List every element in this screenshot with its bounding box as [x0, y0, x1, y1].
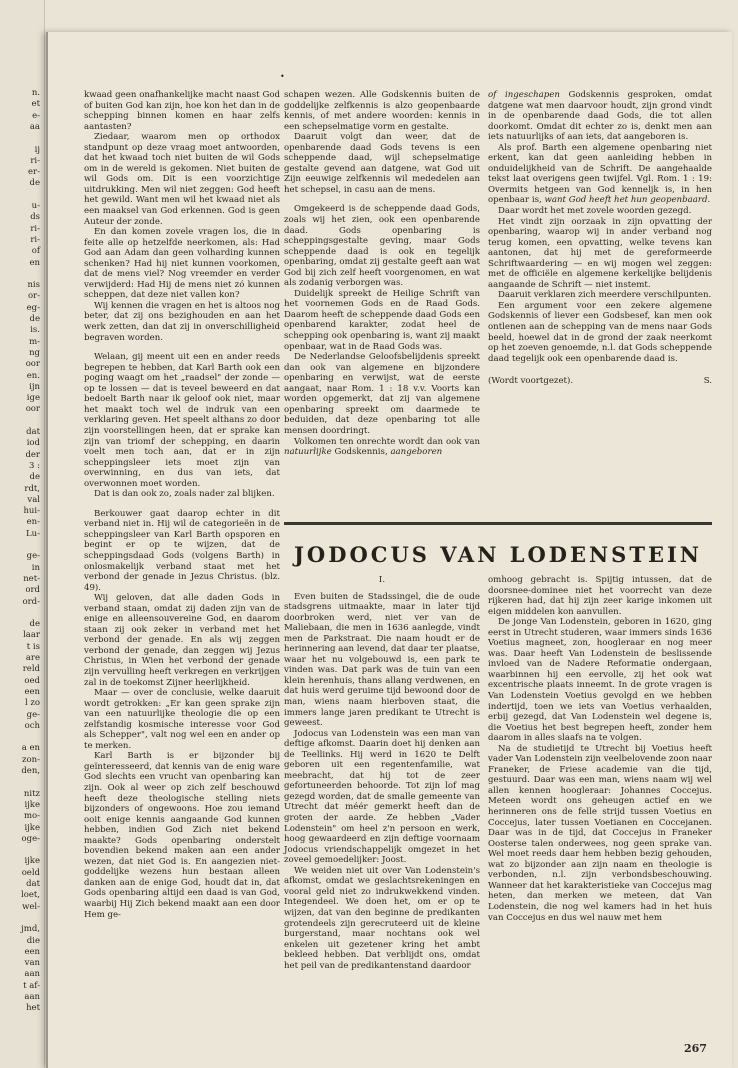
- col3-lead-rest: Godskennis gesproken, omdat datgene wat men daarvoor houdt, zijn grond vindt in de openbarende daad Gods, die tot allen doorkomt. Omdat dit echter zo is, denkt men aan iets natuurlijks of aan iets, dat aangeboren is.: [488, 90, 712, 143]
- tail-mid: Godskennis,: [334, 447, 388, 458]
- strip-fragment: der: [25, 449, 40, 460]
- article1-col2-tail: [284, 437, 480, 458]
- strip-fragment: zon-: [22, 754, 40, 765]
- col3-italic-end: want God heeft het hun geopenbaard.: [544, 195, 711, 206]
- strip-fragment: een: [24, 946, 40, 957]
- paragraph: Daaruit volgt dan weer, dat de openbarende daad Gods tevens is een scheppende daad, wijl schepselmatige gestalte gevend aan datgene, wat God uit Zijn eeuwige zelfkennis wil mededelen aan het schepsel, in casu aan de mens.: [284, 132, 480, 195]
- strip-fragment: hui-: [23, 506, 40, 517]
- col3-lead-italic: of ingeschapen: [488, 90, 560, 100]
- article1-column-3: [488, 90, 712, 387]
- strip-fragment: oed: [24, 675, 40, 686]
- strip-fragment: van: [24, 958, 40, 969]
- strip-fragment: nis: [27, 280, 40, 291]
- strip-fragment: jmd,: [21, 924, 40, 935]
- strip-fragment: is.: [30, 325, 40, 336]
- strip-fragment: oeld: [21, 867, 40, 878]
- strip-fragment: ijke: [24, 799, 40, 810]
- strip-fragment: er-: [28, 167, 40, 178]
- tail-italic-2: aangeboren: [390, 447, 443, 458]
- article2-title: JODOCUS VAN LODENSTEIN: [294, 542, 702, 567]
- strip-fragment: ge-: [26, 709, 40, 720]
- paragraph: Even buiten de Stadssingel, die de oude stadsgrens uitmaakte, maar in later tijd doorbroken werd, niet ver van de Maliebaan, die men in 1636 aanlegde, vindt men de Parkstraat. Die naam houdt er de herinnering aan levend, dat daar ter plaatse, waar het nu volgebouwd is, een park te vinden was. Dat park was de tuin van een klein herenhuis, thans allang verdwenen, en dat huis werd geruime tijd bewoond door de man, wiens naam hierboven staat, die immers lange jaren predikant te Utrecht is geweest.: [284, 591, 480, 729]
- strip-fragment: ij: [34, 144, 40, 155]
- adjacent-page-strip: [0, 0, 45, 1068]
- strip-fragment: n.: [31, 88, 40, 98]
- strip-fragment: en.: [26, 370, 40, 381]
- paragraph: Een argument voor een zekere algemene Godskennis of liever een Godsbesef, kan men ook ontlenen aan de schepping van de mens naar Gods beeld, hoewel dat in de grond der zaak neerkomt op het zoeven genoemde, n.l. dat Gods scheppende daad tegelijk ook een openbarende daad is.: [488, 300, 712, 364]
- strip-fragment: aan: [24, 992, 40, 1002]
- strip-fragment: ord-: [22, 596, 40, 607]
- strip-fragment: wel-: [22, 901, 40, 912]
- col3-para-text: Als prof. Barth een algemene openbaring niet erkent, kan dat geen aanleiding hebben in onduidelijkheid van de Schrift. De aangehaalde tekst laat overigens geen twijfel. Vgl. Rom. 1 : 19: Overmits hetgeen van God kenneljk is, in hen openbaar is,: [488, 142, 712, 206]
- strip-fragment: rdt,: [24, 483, 40, 494]
- strip-fragment: oge-: [21, 833, 40, 844]
- strip-fragment: ri-: [30, 223, 40, 234]
- strip-fragment: t is: [26, 641, 40, 652]
- paragraph: Daar wordt het met zovele woorden gezegd.: [498, 206, 692, 217]
- strip-fragment: loet,: [21, 890, 40, 901]
- strip-fragment: ige: [26, 393, 40, 404]
- strip-fragment: val: [27, 494, 40, 505]
- strip-fragment: ijke: [24, 822, 40, 833]
- strip-fragment: eg-: [26, 302, 40, 313]
- strip-fragment: oor: [25, 404, 40, 415]
- paragraph: Duidelijk spreekt de Heilige Schrift van het voornemen Gods en de Raad Gods. Daarom heeft de scheppende daad Gods een openbarend karakter, zodat heel de schepping ook openbaring is, want zij maakt openbaar, wat in de Raad Gods was.: [284, 288, 480, 352]
- page: [46, 32, 732, 1068]
- strip-fragment: ijn: [29, 381, 40, 392]
- col3-lead: [488, 90, 712, 143]
- paragraph: Het vindt zijn oorzaak in zijn opvatting der openbaring, waarop wij in ander verband nog terug komen, een opvatting, welke tevens kan aantonen, dat hij met de gereformeerde Schriftwaardering — en wij mogen wel zeggen: met de officiële en algemene kerkelijke belijdenis aangaande de Schrift — niet instemt.: [488, 216, 712, 290]
- top-mark: •: [280, 72, 285, 81]
- paragraph: Ziedaar, waarom men op orthodox standpunt op deze vraag moet antwoorden, dat het kwaad toch niet buiten de wil Gods om in de wereld is gekomen. Niet buiten de wil Gods om. Dit is een voorzichtige uitdrukking. Men wil niet zeggen: God heeft het gewild. Want men wil het kwaad niet als een maaksel van God erkennen. God is geen Auteur der zonde.: [84, 132, 280, 227]
- paragraph: Dat is dan ook zo, zoals nader zal blijken.: [94, 489, 275, 500]
- strip-fragment: are: [25, 653, 40, 663]
- paragraph: Maar — over de conclusie, welke daaruit wordt getrokken: „Er kan geen sprake zijn van een natuurlijke theologie die op een zelfstandig kosmische interesse voor God als Schepper", valt nog wel een en ander op te merken.: [84, 688, 280, 751]
- strip-fragment: a en: [21, 743, 40, 754]
- continued-note: (Wordt voortgezet).: [488, 376, 574, 387]
- strip-fragment: e-: [32, 110, 40, 121]
- strip-fragment: ng: [29, 347, 40, 358]
- strip-fragment: de: [29, 472, 40, 483]
- strip-fragment: en-: [26, 517, 40, 528]
- tail-italic: natuurlijke: [284, 447, 332, 458]
- paragraph: omhoog gebracht is. Spijtig intussen, dat de doorsnee-dominee niet het voorrecht van deze rijkeren had, dat hij zijn zeer karige inkomen uit eigen middelen kon aanvullen.: [488, 575, 712, 617]
- strip-fragment: de: [29, 619, 40, 630]
- strip-fragment: laar: [23, 630, 40, 641]
- strip-fragment: of: [31, 246, 40, 257]
- section-divider: [284, 522, 712, 525]
- strip-fragment: dat: [26, 427, 40, 437]
- strip-fragment: iod: [26, 438, 40, 449]
- strip-fragment: net-: [23, 573, 40, 584]
- paragraph: Karl Barth is er bijzonder bij geïnteresseerd, dat kennis van de enig ware God slechts een vrucht van openbaring kan zijn. Ook al weer op zich zelf beschouwd heeft deze theologische stelling niets bijzonders of ongewoons. Hoe zou iemand ooit enige kennis aangaande God kunnen hebben, indien God Zich niet bekend maakte? Gods openbaring onderstelt bovendien bekend maken aan een ander wezen, dat niet God is. En aangezien niet-goddelijke wezens hun bestaan alleen danken aan de enige God, houdt dat in, dat Gods openbaring altijd een daad is van God, waarbij Hij Zich bekend maakt aan een door Hem ge-: [84, 751, 280, 920]
- paragraph: En dan komen zovele vragen los, die in feite alle op hetzelfde neerkomen, als: Had God aan Adam dan geen volharding kunnen schenken? Had hij niet kunnen voorkomen, dat de mens viel? Nog vreemder en verder verwijderd: Had Hij de mens niet zó kunnen scheppen, dat deze niet vallen kon?: [84, 227, 280, 301]
- strip-fragment: den,: [21, 766, 40, 776]
- strip-fragment: het: [26, 1003, 40, 1014]
- paragraph: De jonge Van Lodenstein, geboren in 1620, ging eerst in Utrecht studeren, waar immers sinds 1636 Voetius magneet, zon, hoogleraar en nog meer was. Daar heeft Van Lodenstein de beslissende invloed van de Nadere Reformatie ondergaan, waarbinnen hij een eervolle, zij het ook wat excentrische plaats inneemt. In de grote vragen is Van Lodenstein Voetius gevolgd en we hebben indertijd, toen we iets van Voetius verhaalden, erbij gezegd, dat Van Lodenstein wel degene is, die Voetius het best begrepen heeft, zonder hem daarom in alles slaafs na te volgen.: [488, 617, 712, 744]
- page-number: 267: [684, 1042, 707, 1055]
- paragraph: Wij geloven, dat alle daden Gods in verband staan, omdat zij daden zijn van de enige en alleensouvereine God, en daarom staan zij ook zeker in verband met het verbond der genade. En als wij zeggen verbond der genade, dan zeggen wij Jezus Christus, in Wien het verbond der genade zijn vervulling heeft verkregen en verkrijgen zal in de toekomst Zijner heerlijkheid.: [84, 593, 280, 688]
- paragraph: Na de studietijd te Utrecht bij Voetius heeft vader Van Lodenstein zijn veelbelovende zoon naar Franeker, de Friese academie van die tijd, gestuurd. Daar was een man, wiens naam wij wel allen kennen hoogleraar: Johannes Coccejus. Meteen wordt ons geheugen actief en we herinneren ons de felle strijd tussen Voetius en Coccejus, later tussen Voetianen en Coccejanen. Daar was in de tijd, dat Coccejus in Franeker Oosterse talen onderwees, nog geen sprake van. Wel moet reeds daar hem hebben bezig gehouden, wat zo bijzonder aan zijn naam en theologie is verbonden, n.l. zijn verbondsbeschouwing. Wanneer dat het karakteristieke van Coccejus mag heten, dan merken we meteen, dat Van Lodenstein, die nog wel kamers had in het huis van Coccejus en dus wel nauw met hem: [488, 743, 712, 923]
- strip-fragment: ge-: [26, 551, 40, 562]
- strip-fragment: aan: [24, 969, 40, 980]
- article1-footer: [488, 376, 712, 387]
- strip-fragment: och: [24, 720, 40, 731]
- strip-fragment: de: [29, 314, 40, 324]
- strip-fragment: reld: [22, 664, 40, 675]
- strip-fragment: t af-: [23, 980, 40, 991]
- strip-fragment: aa: [29, 121, 40, 132]
- paragraph: schapen wezen. Alle Godskennis buiten de goddelijke zelfkennis is alzo geopenbaarde kennis, of met andere woorden: kennis in een schepselmatige vorm en gestalte.: [284, 90, 480, 132]
- strip-fragment: et: [31, 99, 40, 110]
- strip-fragment: ord: [25, 585, 40, 596]
- paragraph: Daaruit verklaren zich meerdere verschilpunten.: [498, 290, 712, 301]
- paragraph: kwaad geen onafhankelijke macht naast God of buiten God kan zijn, hoe kon het dan in de schepping binnen komen en haar zelfs aantasten?: [84, 90, 280, 132]
- section-numeral: I.: [378, 575, 386, 585]
- article1-column-1: [84, 90, 280, 920]
- paragraph: De Nederlandse Geloofsbelijdenis spreekt dan ook van algemene en bijzondere openbaring en verwijst, wat de eerste aangaat, naar Rom. 1 : 18 v.v. Voorts kan worden opgemerkt, dat zij van algemene openbaring spreekt om daarmede te beduiden, dat deze openbaring tot alle mensen doordringt.: [284, 352, 480, 436]
- strip-fragment: ri-: [30, 155, 40, 166]
- strip-fragment: de: [29, 178, 40, 189]
- strip-fragment: ri-: [30, 234, 40, 245]
- strip-fragment: l zo: [24, 698, 40, 709]
- strip-fragment: en: [29, 257, 40, 268]
- paragraph: We weiden niet uit over Van Lodenstein's afkomst, omdat we geslachtsrekeningen en vooral geld niet zo indrukwekkend vinden. Integendeel. We doen het, om er op te wijzen, dat van den beginne de predikanten grotendeels zijn gerecruteerd uit de kleine burgerstand, maar nochtans ook wel enkelen uit gezetener kring het ambt bekleed hebben. Dat verblijdt ons, omdat het peil van de predikantenstand daardoor: [284, 865, 480, 971]
- strip-fragment: mo-: [23, 811, 40, 822]
- tail-lead: Volkomen ten onrechte wordt dan ook van: [294, 436, 480, 447]
- paragraph: Berkouwer gaat daarop echter in dit verband niet in. Hij wil de categorieën in de scheppingsleer van Karl Barth opsporen en begint er op te wijzen, dat de scheppingsdaad Gods (volgens Barth) in onlosmakelijk verband staat met het verbond der genade in Jezus Christus. (blz. 49).: [84, 508, 280, 593]
- strip-fragment: oor: [25, 359, 40, 370]
- strip-fragment: ds: [30, 212, 40, 223]
- article2-column-1: [284, 575, 480, 971]
- strip-fragment: ijke: [24, 856, 40, 867]
- paragraph: Wij kennen die vragen en het is altoos nog beter, dat zij ons bezighouden en aan het werk zetten, dan dat zij in onverschilligheid begraven worden.: [84, 300, 280, 343]
- article1-column-2: [284, 90, 480, 458]
- strip-fragment: in: [31, 562, 40, 573]
- strip-fragment: or-: [27, 291, 40, 302]
- article2-column-2: [488, 575, 712, 923]
- strip-fragment: u-: [31, 201, 40, 211]
- strip-fragment: die: [26, 935, 40, 946]
- strip-fragment: nitz: [23, 788, 40, 799]
- col3-para: [488, 143, 712, 206]
- strip-fragment: m-: [29, 336, 40, 347]
- strip-fragment: een: [24, 686, 40, 697]
- author-signature: S.: [703, 376, 712, 387]
- paragraph: Welaan, gij meent uit een en ander reeds begrepen te hebben, dat Karl Barth ook een poging waagt om het „raadsel" der zonde — op te lossen — dat is teveel beweerd en dat bedoelt Barth naar ik geloof ook niet, maar het maakt toch wel de indruk van een verklaring geven. Het speelt althans zo door zijn voorstellingen heen, dat er sprake kan zijn van triomf der schepping, en daarin voelt men toch aan, dat er in zijn scheppingsleer iets moet zijn van overwinning, en dus van iets, dat overwonnen moet worden.: [84, 352, 280, 489]
- strip-fragment: 3 :: [29, 460, 40, 471]
- paragraph: Jodocus van Lodenstein was een man van deftige afkomst. Daarin doet hij denken aan de Teellinks. Hij werd in 1620 te Delft geboren uit een regentenfamilie, wat meebracht, dat hij tot de zeer gefortuneerden behoorde. Tot zijn lof mag gezegd worden, dat de smalle gemeente van Utrecht dat méér gemerkt heeft dan de groten der aarde. Ze hebben „Vader Lodenstein" om heel z'n persoon en werk, hoog gewaardeerd en zijn deftige voornaam Jodocus vriendschappelijk omgezet in het zoveel gemoedelijker: Joost.: [284, 728, 480, 866]
- paragraph: Omgekeerd is de scheppende daad Gods, zoals wij het zien, ook een openbarende daad. Gods openbaring is scheppingsgestalte geving, maar Gods scheppende daad is ook en tegelijk openbaring, omdat zij gestalte geeft aan wat God bij zich zelf heeft voorgenomen, en wat als zodanig verborgen was.: [284, 204, 480, 289]
- strip-fragment: Lu-: [26, 528, 40, 539]
- strip-fragment: dat: [26, 879, 40, 889]
